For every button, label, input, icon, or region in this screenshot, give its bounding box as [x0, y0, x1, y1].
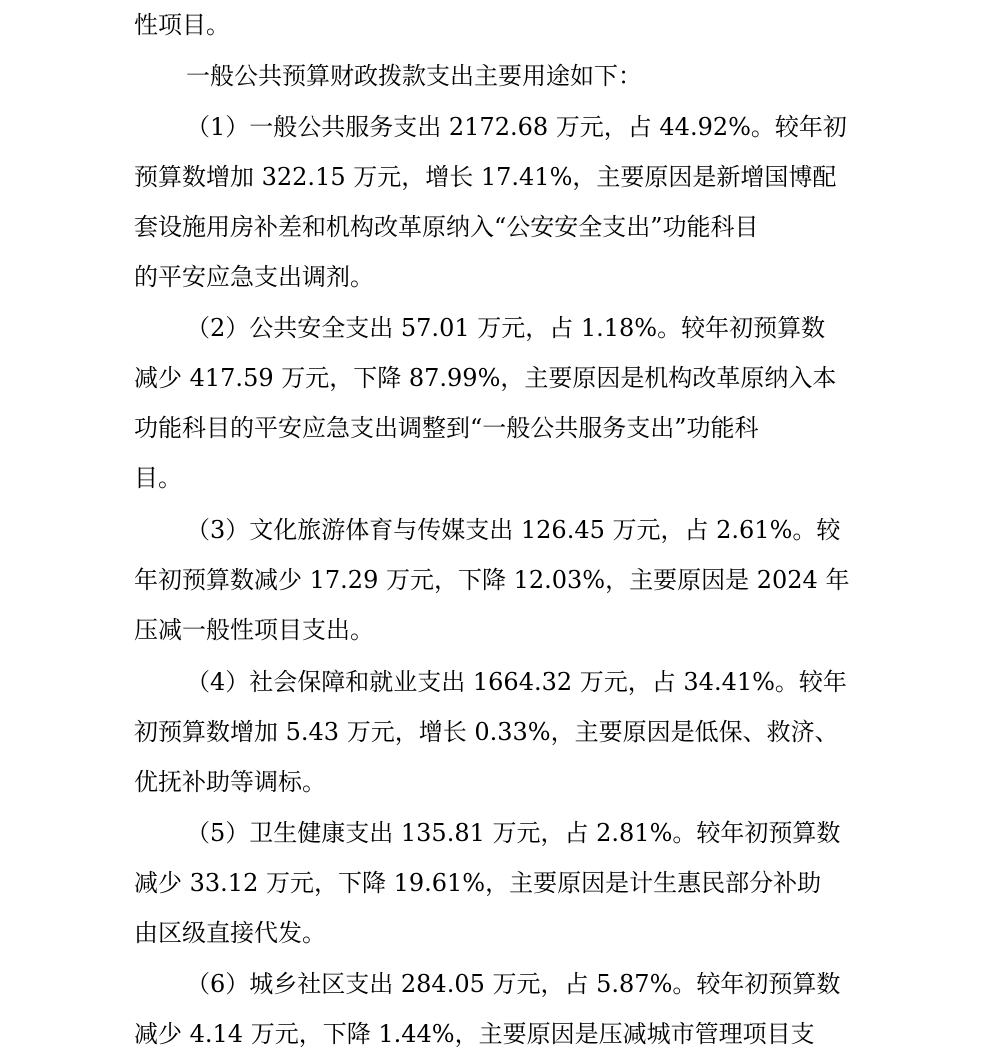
text-line: 性项目。 [134, 11, 230, 39]
text-line: 套设施用房补差和机构改革原纳入“公安安全支出”功能科目 [134, 213, 759, 241]
text-line: （4）社会保障和就业支出 1664.32 万元，占 34.41%。较年 [186, 668, 847, 696]
text-line: 减少 33.12 万元，下降 19.61%，主要原因是计生惠民部分补助 [134, 869, 822, 897]
text-line: 的平安应急支出调剂。 [134, 263, 374, 291]
text-line: （5）卫生健康支出 135.81 万元，占 2.81%。较年初预算数 [186, 819, 841, 847]
text-line: （6）城乡社区支出 284.05 万元，占 5.87%。较年初预算数 [186, 970, 841, 998]
text-line: 减少 417.59 万元，下降 87.99%，主要原因是机构改革原纳入本 [134, 364, 837, 392]
text-line: 压减一般性项目支出。 [134, 616, 374, 644]
text-line: （2）公共安全支出 57.01 万元，占 1.18%。较年初预算数 [186, 314, 826, 342]
text-line: 目。 [134, 464, 182, 492]
text-line: （1）一般公共服务支出 2172.68 万元，占 44.92%。较年初 [186, 113, 847, 141]
section-heading: 一般公共预算财政拨款支出主要用途如下： [186, 62, 642, 90]
text-line: 优抚补助等调标。 [134, 768, 326, 796]
text-line: 初预算数增加 5.43 万元，增长 0.33%，主要原因是低保、救济、 [134, 718, 839, 746]
text-line: 年初预算数减少 17.29 万元，下降 12.03%，主要原因是 2024 年 [134, 566, 850, 594]
text-line: 由区级直接代发。 [134, 919, 326, 947]
text-line: 功能科目的平安应急支出调整到“一般公共服务支出”功能科 [134, 414, 759, 442]
text-line: 预算数增加 322.15 万元，增长 17.41%，主要原因是新增国博配 [134, 163, 837, 191]
text-line: （3）文化旅游体育与传媒支出 126.45 万元，占 2.61%。较 [186, 516, 841, 544]
text-line: 减少 4.14 万元，下降 1.44%，主要原因是压减城市管理项目支 [134, 1020, 815, 1048]
